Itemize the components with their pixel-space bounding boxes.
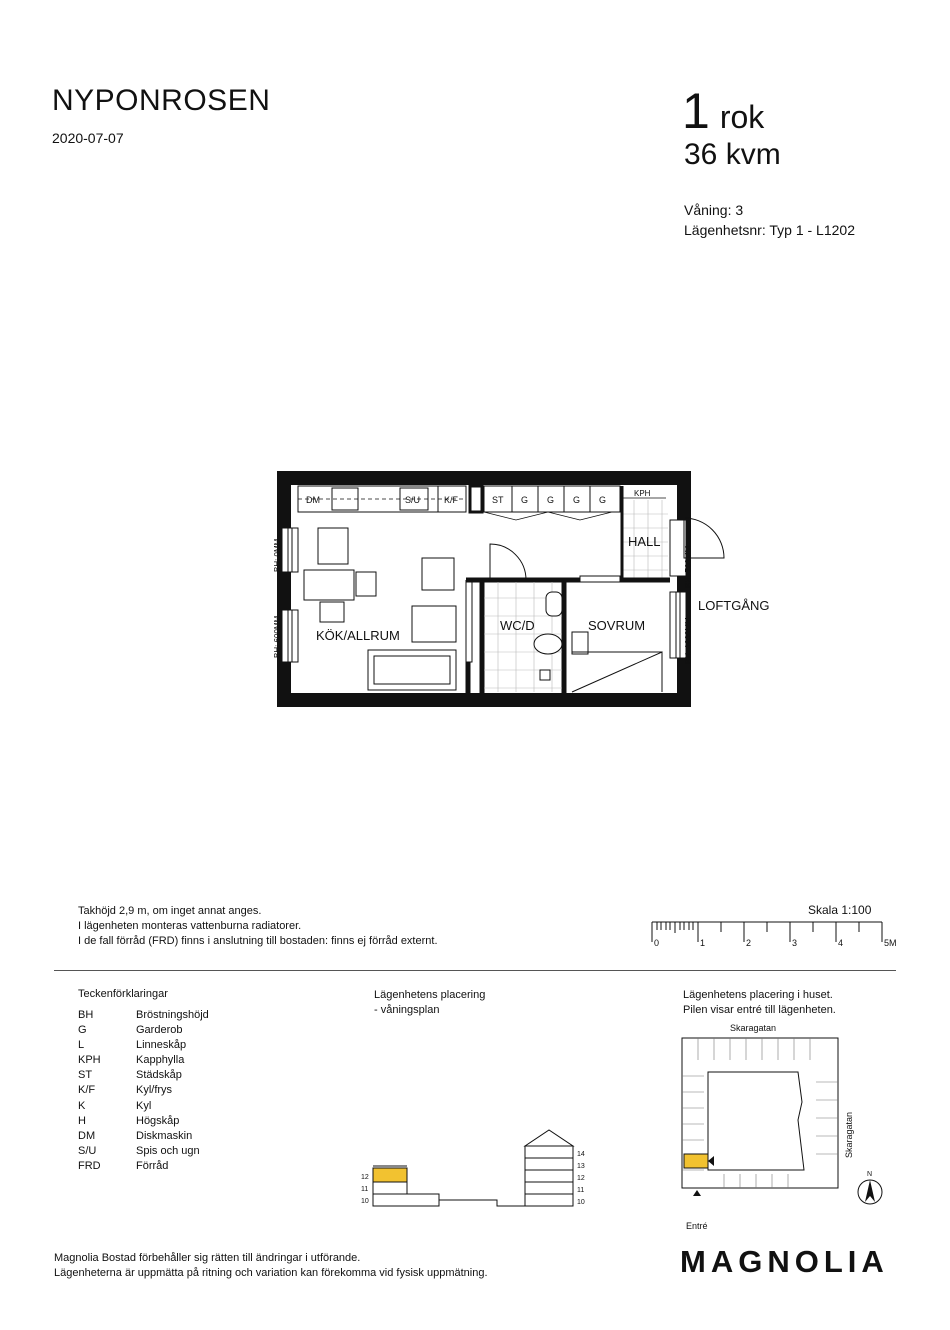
building-placement-title: Lägenhetens placering i huset.: [683, 989, 833, 1001]
chair-1: [318, 528, 348, 564]
section-floor-10-left: 10: [361, 1198, 369, 1205]
floor-info: Våning: 3: [684, 202, 744, 218]
room-sovrum: SOVRUM: [588, 618, 646, 633]
window-left-bottom: [282, 610, 298, 662]
scale-tick-1: 1: [700, 938, 706, 948]
apartment-floor-highlight: [373, 1168, 407, 1182]
dining-table: [304, 570, 354, 600]
note-ceiling-height: Takhöjd 2,9 m, om inget annat anges.: [78, 905, 262, 917]
section-floor-13-right: 13: [577, 1163, 585, 1170]
floor-placement-subtitle: - våningsplan: [374, 1004, 440, 1016]
courtyard: [708, 1072, 804, 1170]
room-count: [682, 83, 765, 142]
room-kok-allrum: KÖK/ALLRUM: [316, 628, 400, 643]
apartment-number: Lägenhetsnr: Typ 1 - L1202: [684, 222, 855, 238]
entrance-label: Entré: [686, 1221, 708, 1231]
scale-tick-2: 2: [746, 938, 752, 948]
fixture-g-1: G: [521, 495, 529, 505]
coffee-table: [412, 606, 456, 642]
footer-line-2: Lägenheterna är uppmätta på ritning och variation kan förekomma vid fysisk uppmätning.: [54, 1267, 488, 1279]
scale-tick-5: 5M: [884, 938, 897, 948]
section-floor-12-left: 12: [361, 1174, 369, 1181]
site-plan: [668, 1020, 894, 1234]
building-placement-subtitle: Pilen visar entré till lägenheten.: [683, 1004, 836, 1016]
note-storage: I de fall förråd (FRD) finns i anslutning till bostaden: finns ej förråd externt.: [78, 935, 438, 947]
section-floor-12-right: 12: [577, 1175, 585, 1182]
legend-row: K/F Kyl/frys: [78, 1084, 173, 1097]
fixture-su: S/U: [405, 495, 421, 505]
fixture-st: ST: [492, 495, 504, 505]
fixture-g-2: G: [547, 495, 555, 505]
armchair: [422, 558, 454, 590]
corridor-loftgang: LOFTGÅNG: [698, 598, 770, 613]
bh-left-top: BH: 0MM: [273, 538, 282, 572]
legend-row: DM Diskmaskin: [78, 1129, 193, 1142]
bh-left-bottom: BH: 600MM: [273, 615, 282, 658]
apartment-location-highlight: [684, 1154, 708, 1168]
section-floor-11-left: 11: [361, 1186, 369, 1193]
building-section: [355, 1120, 605, 1212]
legend-row: S/U Spis och ugn: [78, 1144, 200, 1157]
chair-2: [320, 602, 344, 622]
legend: [78, 1008, 209, 1174]
chair-3: [356, 572, 376, 596]
fixture-dm: DM: [306, 495, 320, 505]
street-top: Skaragatan: [730, 1023, 777, 1033]
bh-right-bottom: BH: 1900MM: [684, 617, 693, 664]
toilet: [534, 634, 562, 654]
floor-plan: [270, 470, 770, 710]
legend-row: L Linneskåp: [78, 1039, 187, 1052]
floor-placement-heading: [374, 988, 485, 1018]
legend-row: H Högskåp: [78, 1114, 180, 1127]
apartment-area: 36 kvm: [684, 138, 781, 171]
window-left-top: [282, 528, 298, 572]
project-title: NYPONROSEN: [52, 84, 271, 117]
footer-line-1: Magnolia Bostad förbehåller sig rätten till ändringar i utförande.: [54, 1252, 361, 1264]
room-count-number: 1: [682, 83, 710, 139]
footer-disclaimer: [54, 1251, 488, 1281]
bed: [572, 652, 662, 692]
magnolia-logo: MAGNOLIA: [680, 1244, 889, 1279]
legend-row: G Garderob: [78, 1024, 183, 1037]
entrance-arrow: [708, 1156, 714, 1166]
building-placement-heading: [683, 988, 836, 1018]
north-label: N: [867, 1171, 873, 1178]
room-wc: WC/D: [500, 618, 535, 633]
section-floor-11-right: 11: [577, 1187, 585, 1194]
legend-row: ST Städskåp: [78, 1069, 182, 1082]
fixture-g-3: G: [573, 495, 581, 505]
room-hall: HALL: [628, 534, 661, 549]
section-divider: [54, 970, 896, 971]
tower: [525, 1146, 573, 1206]
legend-title: Teckenförklaringar: [78, 988, 168, 1000]
legend-row: K Kyl: [78, 1099, 152, 1112]
street-right: Skaragatan: [844, 1111, 854, 1158]
scale-bar: [648, 918, 898, 952]
document-date: 2020-07-07: [52, 130, 124, 146]
legend-row: KPH Kapphylla: [78, 1054, 185, 1067]
scale-tick-4: 4: [838, 938, 844, 948]
wc-door-swing: [490, 544, 526, 580]
section-floor-14-right: 14: [577, 1151, 585, 1158]
legend-row: FRD Förråd: [78, 1159, 169, 1172]
building-entrance-arrow: [693, 1190, 701, 1196]
floor-placement-title: Lägenhetens placering: [374, 989, 486, 1001]
room-count-unit: rok: [719, 99, 765, 135]
scale-tick-3: 3: [792, 938, 798, 948]
fixture-kf: K/F: [444, 495, 459, 505]
scale-tick-0: 0: [654, 938, 660, 948]
section-floor-10-right: 10: [577, 1199, 585, 1206]
legend-row: BH Bröstningshöjd: [78, 1009, 209, 1021]
bh-right-top: BH: 700MM: [684, 545, 693, 588]
fixture-kph: KPH: [634, 489, 651, 498]
fixture-g-4: G: [599, 495, 607, 505]
notes: [78, 904, 438, 949]
scale-label: Skala 1:100: [808, 903, 872, 917]
note-radiators: I lägenheten monteras vattenburna radiatorer.: [78, 920, 302, 932]
washbasin: [546, 592, 562, 616]
